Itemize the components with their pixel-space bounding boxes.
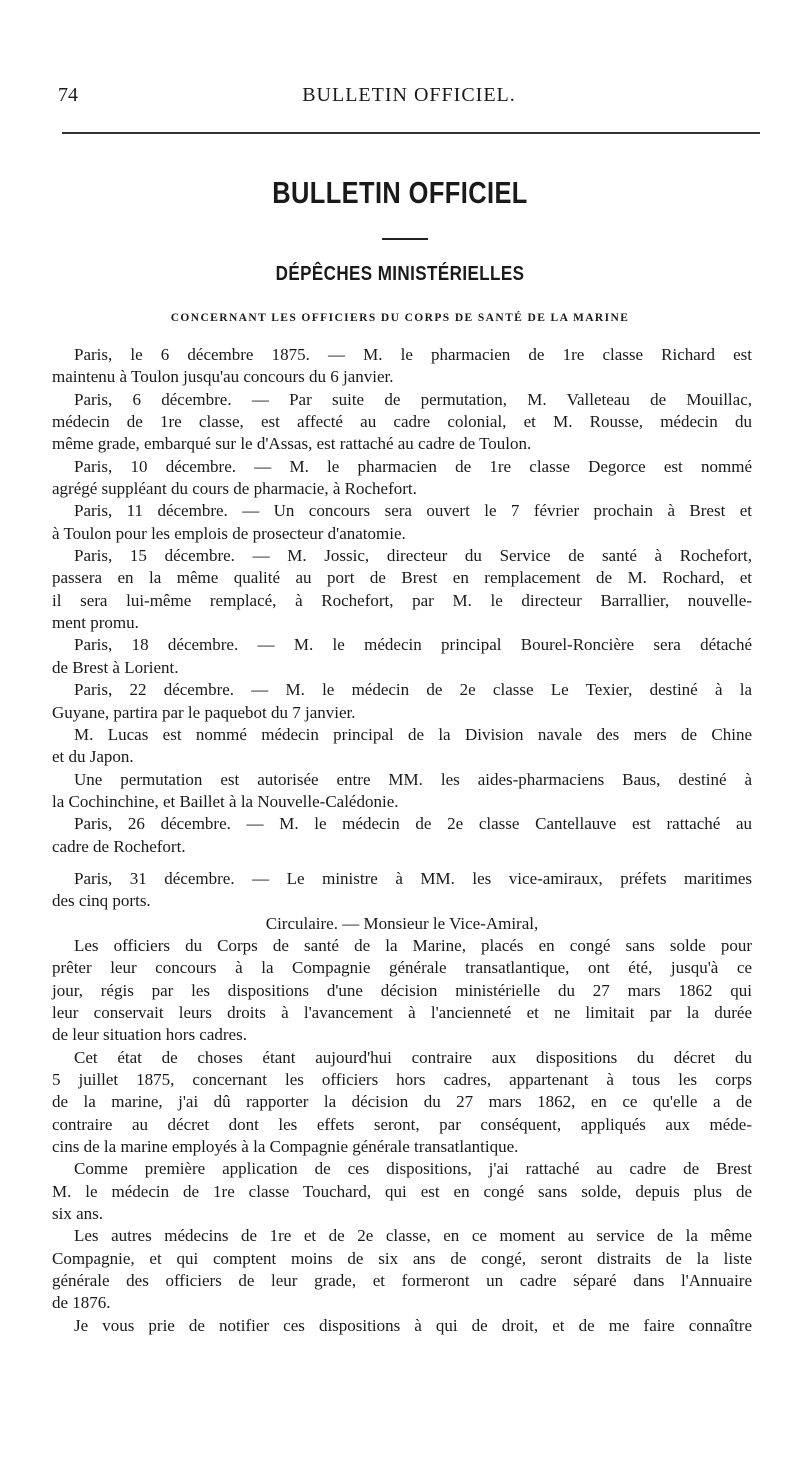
text-line: M. Lucas est nommé médecin principal de la Division navale des mers de Chine <box>74 724 752 744</box>
text-line: 5 juillet 1875, concernant les officiers hors cadres, appartenant à tous les corps <box>52 1070 752 1089</box>
text-line: maintenu à Toulon jusqu'au concours du 6 janvier. <box>52 367 394 387</box>
text-line: passera en la même qualité au port de Brest en remplacement de M. Rochard, et <box>52 568 752 588</box>
text-line: cins de la marine employés à la Compagnie générale transatlantique. <box>52 1137 519 1157</box>
section-title: DÉPÊCHES MINISTÉRIELLES <box>275 263 525 285</box>
running-title: BULLETIN OFFICIEL. <box>302 84 516 106</box>
text-line: de leur situation hors cadres. <box>52 1025 247 1045</box>
text-line: Paris, 15 décembre. — M. Jossic, directeur du Service de santé à Rochefort, <box>74 546 752 566</box>
text-line: M. le médecin de 1re classe Touchard, qui est en congé sans solde, depuis plus de <box>52 1181 752 1201</box>
text-line: six ans. <box>52 1204 103 1224</box>
text-line: Paris, 6 décembre. — Par suite de permutation, M. Valleteau de Mouillac, <box>74 389 752 409</box>
text-line: Une permutation est autorisée entre MM. les aides-pharmaciens Baus, destiné à <box>74 769 752 789</box>
text-line: il sera lui-même remplacé, à Rochefort, par M. le directeur Barrallier, nouvelle- <box>52 590 752 610</box>
text-line: jour, régis par les dispositions d'une décision ministérielle du 27 mars 1862 qui <box>52 980 752 1000</box>
text-line: de 1876. <box>52 1293 111 1313</box>
text-line: Les autres médecins de 1re et de 2e classe, en ce moment au service de la même <box>74 1226 752 1246</box>
text-line: cadre de Rochefort. <box>52 836 186 856</box>
text-line: Comme première application de ces dispositions, j'ai rattaché au cadre de Brest <box>74 1159 752 1179</box>
section-caption: CONCERNANT LES OFFICIERS DU CORPS DE SANTÉ DE LA MARINE <box>170 312 630 324</box>
text-line: et du Japon. <box>52 747 134 767</box>
title-divider <box>382 238 428 240</box>
text-line: générale des officiers de leur grade, et formeront un cadre séparé dans l'Annuaire <box>52 1271 752 1291</box>
text-line: Paris, 11 décembre. — Un concours sera ouvert le 7 février prochain à Brest et <box>74 501 752 521</box>
text-line: médecin de 1re classe, est affecté au cadre colonial, et M. Rousse, médecin du <box>52 412 752 432</box>
page-title: BULLETIN OFFICIEL <box>272 175 528 210</box>
text-line: Paris, 18 décembre. — M. le médecin principal Bourel-Roncière sera détaché <box>74 635 752 655</box>
text-line: Cet état de choses étant aujourd'hui contraire aux dispositions du décret du <box>74 1047 752 1067</box>
text-line: à Toulon pour les emplois de prosecteur d'anatomie. <box>52 523 406 543</box>
text-line: agrégé suppléant du cours de pharmacie, à Rochefort. <box>52 479 417 499</box>
text-line: Paris, 31 décembre. — Le ministre à MM. les vice-amiraux, préfets maritimes <box>74 868 752 888</box>
text-line: la Cochinchine, et Baillet à la Nouvelle-Calédonie. <box>52 791 399 811</box>
text-line: prêter leur concours à la Compagnie générale transatlantique, ont été, jusqu'à ce <box>52 958 752 978</box>
body-text <box>52 344 752 1337</box>
text-line: Les officiers du Corps de santé de la Marine, placés en congé sans solde pour <box>74 935 752 955</box>
text-line: Je vous prie de notifier ces dispositions à qui de droit, et de me faire connaître <box>74 1315 752 1335</box>
text-line: de la marine, j'ai dû rapporter la décision du 27 mars 1862, en ce qu'elle a de <box>52 1092 752 1112</box>
text-line: de Brest à Lorient. <box>52 657 179 677</box>
text-line: Paris, 10 décembre. — M. le pharmacien de 1re classe Degorce est nommé <box>74 456 752 476</box>
text-line: contraire au décret dont les effets seront, par conséquent, appliqués aux méde- <box>52 1114 752 1134</box>
text-line: leur conservait leurs droits à l'avancement à l'ancienneté et ne limitait par la durée <box>52 1002 752 1022</box>
text-line: même grade, embarqué sur le d'Assas, est rattaché au cadre de Toulon. <box>52 434 532 454</box>
text-line: Paris, le 6 décembre 1875. — M. le pharmacien de 1re classe Richard est <box>74 345 752 364</box>
running-header <box>58 84 760 114</box>
text-line: Paris, 22 décembre. — M. le médecin de 2e classe Le Texier, destiné à la <box>74 680 752 700</box>
text-line: Paris, 26 décembre. — M. le médecin de 2e classe Cantellauve est rattaché au <box>74 814 752 834</box>
page-number: 74 <box>58 84 78 106</box>
header-rule <box>62 132 760 134</box>
text-line: Guyane, partira par le paquebot du 7 janvier. <box>52 702 356 722</box>
text-line: Compagnie, et qui comptent moins de six ans de congé, seront distraits de la liste <box>52 1248 752 1268</box>
text-line: ment promu. <box>52 613 139 633</box>
text-line: des cinq ports. <box>52 891 151 911</box>
text-line: Circulaire. — Monsieur le Vice-Amiral, <box>265 913 539 933</box>
